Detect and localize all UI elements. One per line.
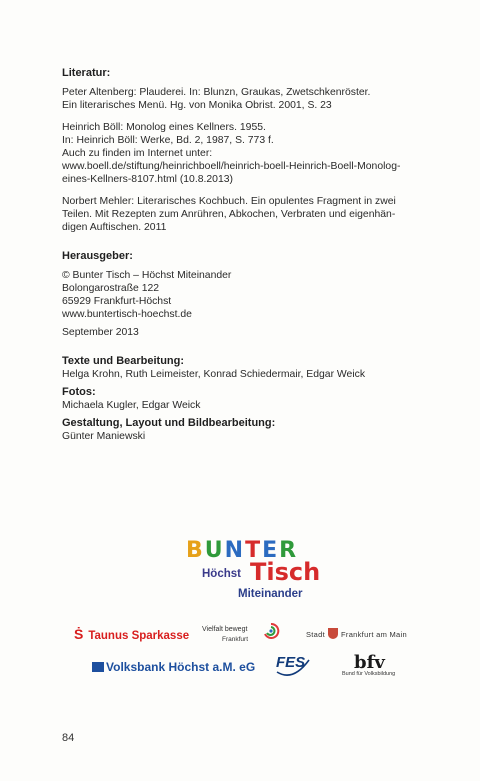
bunter-letter: U xyxy=(204,538,225,563)
gestaltung-heading: Gestaltung, Layout und Bildbearbeitung: xyxy=(62,417,276,429)
stadt-frankfurt-logo: Stadt Frankfurt am Main xyxy=(306,630,407,639)
literatur-entry-altenberg: Peter Altenberg: Plauderei. In: Blunzn, Graukas, Zwetschkenröster. Ein literarisches Menü. Hg. von Monika Obrist. 2001, S. 23 xyxy=(62,87,371,111)
bfv-logo: bfv xyxy=(354,652,385,673)
texte-heading: Texte und Bearbeitung: xyxy=(62,355,185,367)
literatur-entry-mehler: Norbert Mehler: Literarisches Kochbuch. Ein opulentes Fragment in zwei Teilen. Mit Rezepten zum Anrühren, Abkochen, Verbraten und eigenhän- digen Auftischen. 2011 xyxy=(62,196,396,233)
herausgeber-address: © Bunter Tisch – Höchst Miteinander Bolongarostraße 122 65929 Frankfurt-Höchst www.buntertisch-hoechst.de September 2013 xyxy=(62,269,434,339)
gestaltung-names: Günter Maniewski xyxy=(62,431,146,442)
sparkasse-icon: Ṡ xyxy=(74,626,84,642)
bunter-letter: E xyxy=(262,538,280,563)
bunter-letter: T xyxy=(245,538,263,563)
vielfalt-frankfurt: Frankfurt xyxy=(222,636,249,643)
page-number: 84 xyxy=(62,732,75,744)
volksbank-logo: Volksbank Höchst a.M. eG xyxy=(92,660,255,674)
bunter-letter: B xyxy=(186,538,205,563)
taunus-sparkasse-logo: Ṡ Taunus Sparkasse xyxy=(74,626,190,642)
bfv-subtitle: Bund für Volksbildung xyxy=(342,671,396,677)
sponsor-row-1 xyxy=(74,622,434,648)
fotos-heading: Fotos: xyxy=(62,386,96,398)
herausgeber-heading: Herausgeber: xyxy=(62,250,133,262)
bunter-letter: R xyxy=(279,538,299,563)
vielfalt-bewegt-logo: Vielfalt bewegt xyxy=(202,626,248,633)
colophon-text xyxy=(62,66,434,443)
fotos-names: Michaela Kugler, Edgar Weick xyxy=(62,400,201,411)
logo-tisch: Tisch xyxy=(250,558,321,586)
bunter-letter: N xyxy=(224,538,246,563)
logo-miteinander: Miteinander xyxy=(238,588,303,600)
fes-logo: FES xyxy=(276,654,306,671)
frankfurt-crest-icon xyxy=(328,628,338,639)
texte-names: Helga Krohn, Ruth Leimeister, Konrad Schiedermair, Edgar Weick xyxy=(62,369,366,380)
vielfalt-swirl-icon xyxy=(262,622,280,640)
bunter-tisch-logo xyxy=(186,538,326,608)
sponsor-row-2 xyxy=(92,652,432,678)
literatur-entry-boell: Heinrich Böll: Monolog eines Kellners. 1955. In: Heinrich Böll: Werke, Bd. 2, 1987, S. 773 f. Auch zu finden im Internet unter: www.boell.de/stiftung/heinrichboell/heinrich-boell-Heinrich-Boell-Monolog- eines-Kellners-8107.html (10.8.2013) xyxy=(62,122,401,185)
publication-date: September 2013 xyxy=(62,327,139,338)
volksbank-icon xyxy=(92,662,104,672)
literatur-heading: Literatur: xyxy=(62,67,111,79)
logo-hochst: Höchst xyxy=(202,568,241,580)
